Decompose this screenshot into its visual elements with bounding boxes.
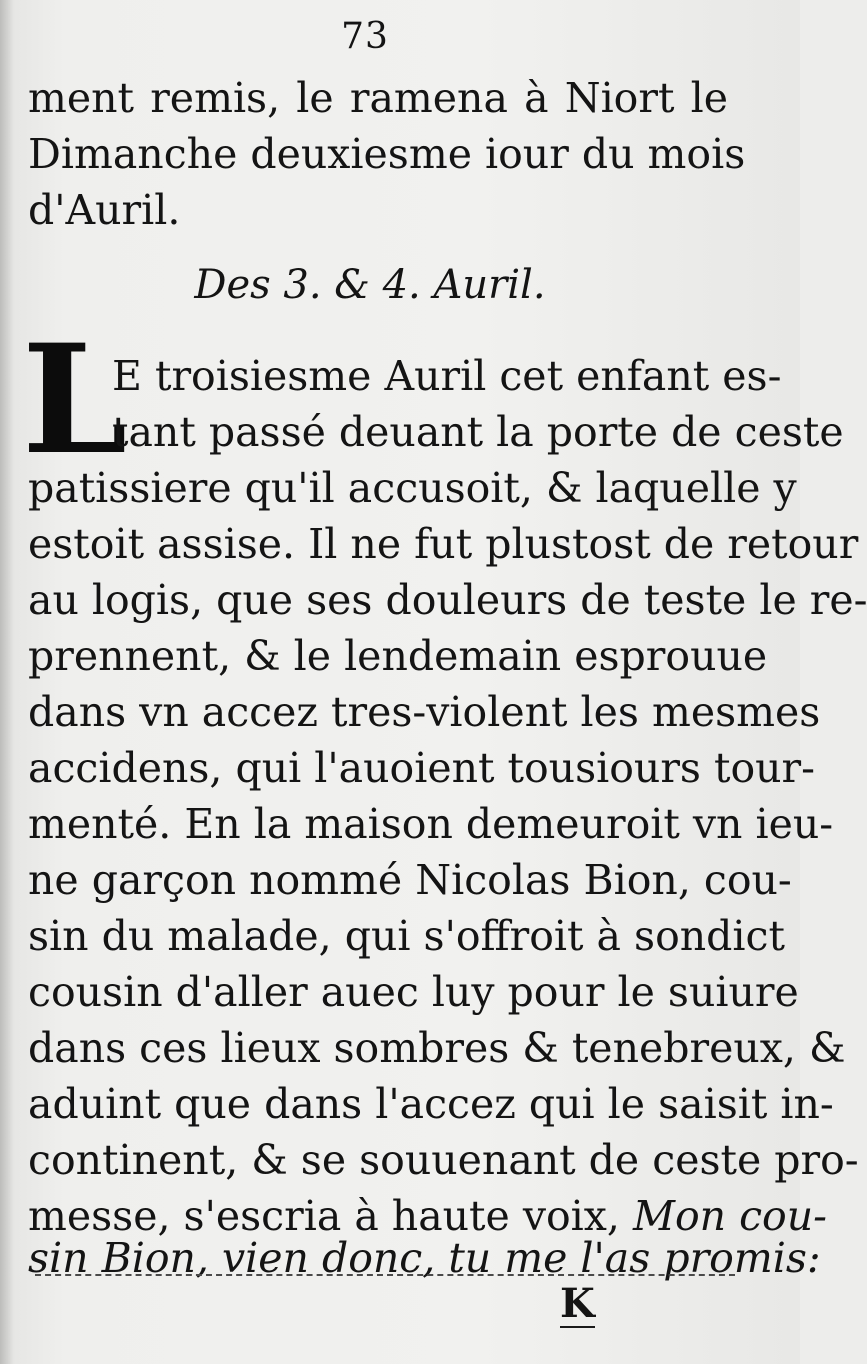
opening-line-2: Dimanche deuxiesme iour du mois <box>28 130 746 178</box>
opening-line-1: ment remis, le ramena à Niort le <box>28 74 728 122</box>
body-line-6: prennent, & le lendemain esprouue <box>28 632 768 680</box>
body-line-1: E troisiesme Auril cet enfant es- <box>112 352 782 400</box>
body-line-8: accidens, qui l'auoient tousiours tour- <box>28 744 816 792</box>
body-line-13: dans ces lieux sombres & tenebreux, & <box>28 1024 846 1072</box>
body-line-14: aduint que dans l'accez qui le saisit in- <box>28 1080 834 1128</box>
page-edge-shadow <box>0 0 14 1364</box>
opening-line-3: d'Auril. <box>28 186 181 234</box>
drop-cap: L <box>22 312 128 488</box>
body-line-15: continent, & se souuenant de ceste pro- <box>28 1136 859 1184</box>
body-line-5: au logis, que ses douleurs de teste le re- <box>28 576 867 624</box>
body-line-2: tant passé deuant la porte de ceste <box>112 408 844 456</box>
signature-mark: K <box>560 1280 595 1327</box>
body-line-4: estoit assise. Il ne fut plustost de retour <box>28 520 859 568</box>
page-number: 73 <box>341 16 389 57</box>
body-line-10: ne garçon nommé Nicolas Bion, cou- <box>28 856 792 904</box>
body-line-9: menté. En la maison demeuroit vn ieu- <box>28 800 834 848</box>
body-line-7: dans vn accez tres-violent les mesmes <box>28 688 821 736</box>
body-line-11: sin du malade, qui s'offroit à sondict <box>28 912 785 960</box>
section-heading: Des 3. & 4. Auril. <box>194 262 546 308</box>
body-line-16-italic: Mon cou- <box>632 1192 827 1240</box>
body-line-17-italic: sin Bion, vien donc, tu me l'as promis: <box>28 1234 821 1282</box>
bottom-rule <box>35 1274 735 1276</box>
body-line-16-roman: messe, s'escria à haute voix, <box>28 1192 620 1240</box>
body-line-3: patissiere qu'il accusoit, & laquelle y <box>28 464 797 512</box>
body-line-12: cousin d'aller auec luy pour le suiure <box>28 968 799 1016</box>
